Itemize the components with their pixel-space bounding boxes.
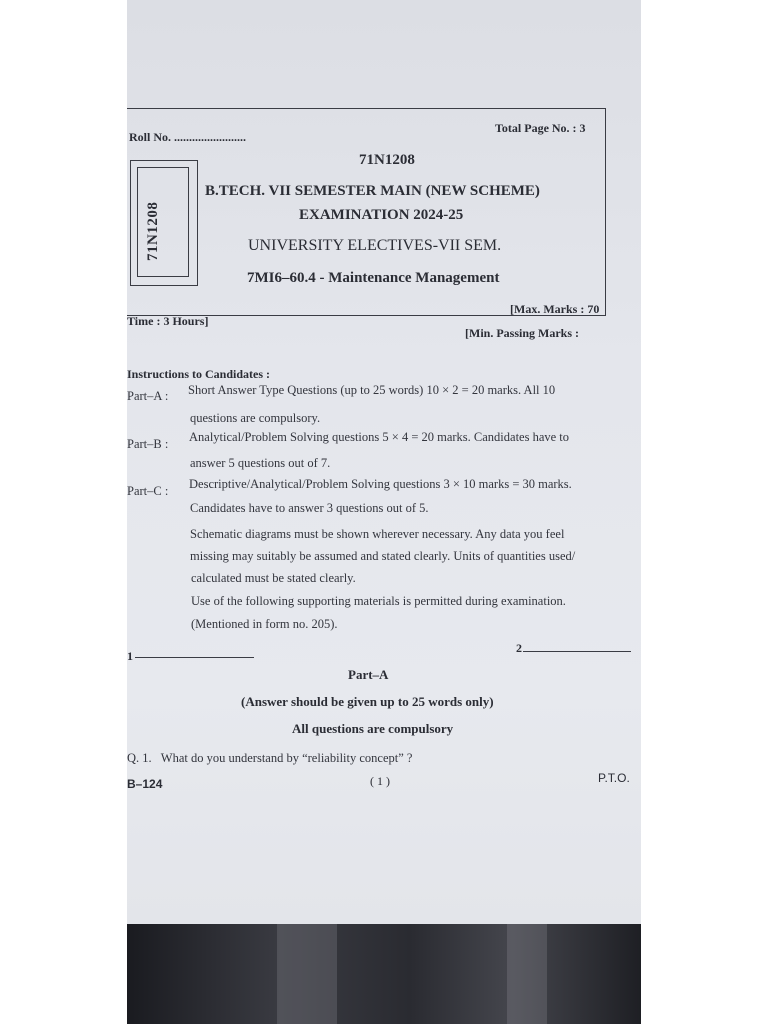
roll-number-field: Roll No. ........................ [129, 130, 246, 144]
please-turn-over: P.T.O. [598, 771, 630, 785]
question-1: Q. 1. What do you understand by “reliability concept” ? [127, 751, 413, 765]
exam-paper [127, 0, 641, 924]
note-diagrams-line3: calculated must be stated clearly. [191, 571, 356, 585]
note-materials-line1: Use of the following supporting materials is permitted during examination. [191, 594, 566, 608]
paper-series-code: B–124 [127, 777, 163, 791]
background-floor [127, 924, 641, 1024]
exam-title-line1: B.TECH. VII SEMESTER MAIN (NEW SCHEME) [205, 183, 540, 199]
part-c-instruction-line1: Descriptive/Analytical/Problem Solving questions 3 × 10 marks = 30 marks. [189, 477, 572, 491]
time-label: Time : 3 Hours] [127, 314, 209, 328]
exam-title-line2: EXAMINATION 2024-25 [299, 207, 464, 223]
total-pages: Total Page No. : 3 [495, 121, 586, 135]
side-code-text: 71N1208 [145, 201, 161, 261]
note-materials-line2: (Mentioned in form no. 205). [191, 617, 338, 631]
paper-code: 71N1208 [359, 152, 415, 168]
max-marks: [Max. Marks : 70 [510, 302, 600, 316]
material-item-1-blank [135, 657, 254, 658]
part-b-label: Part–B : [127, 437, 169, 451]
part-b-instruction-line1: Analytical/Problem Solving questions 5 × 4 = 20 marks. Candidates have to [189, 430, 570, 444]
part-a-subtitle: (Answer should be given up to 25 words only) [241, 694, 494, 709]
floor-shadow [277, 924, 337, 1024]
subject-title: 7MI6–60.4 - Maintenance Management [247, 270, 500, 286]
material-item-2-blank [523, 651, 631, 652]
part-a-label: Part–A : [127, 389, 169, 403]
part-c-label: Part–C : [127, 484, 169, 498]
side-code-box [130, 160, 198, 286]
instructions-heading: Instructions to Candidates : [127, 367, 271, 381]
part-c-instruction-line2: Candidates have to answer 3 questions out of 5. [190, 501, 429, 515]
note-diagrams-line1: Schematic diagrams must be shown wherever necessary. Any data you feel [190, 527, 565, 541]
page-number: ( 1 ) [370, 774, 390, 788]
part-a-compulsory-note: All questions are compulsory [292, 721, 454, 736]
note-diagrams-line2: missing may suitably be assumed and stated clearly. Units of quantities used/ [190, 549, 576, 563]
part-b-instruction-line2: answer 5 questions out of 7. [190, 456, 331, 470]
part-a-instruction-line1: Short Answer Type Questions (up to 25 words) 10 × 2 = 20 marks. All 10 [188, 383, 556, 397]
photo-frame [127, 0, 641, 1024]
min-passing-marks: [Min. Passing Marks : [465, 326, 579, 340]
material-item-1-number: 1 [127, 649, 133, 663]
elective-title: UNIVERSITY ELECTIVES-VII SEM. [248, 237, 502, 254]
floor-shadow [507, 924, 547, 1024]
material-item-2-number: 2 [516, 641, 522, 655]
part-a-title: Part–A [348, 667, 389, 682]
part-a-instruction-line2: questions are compulsory. [190, 411, 321, 425]
